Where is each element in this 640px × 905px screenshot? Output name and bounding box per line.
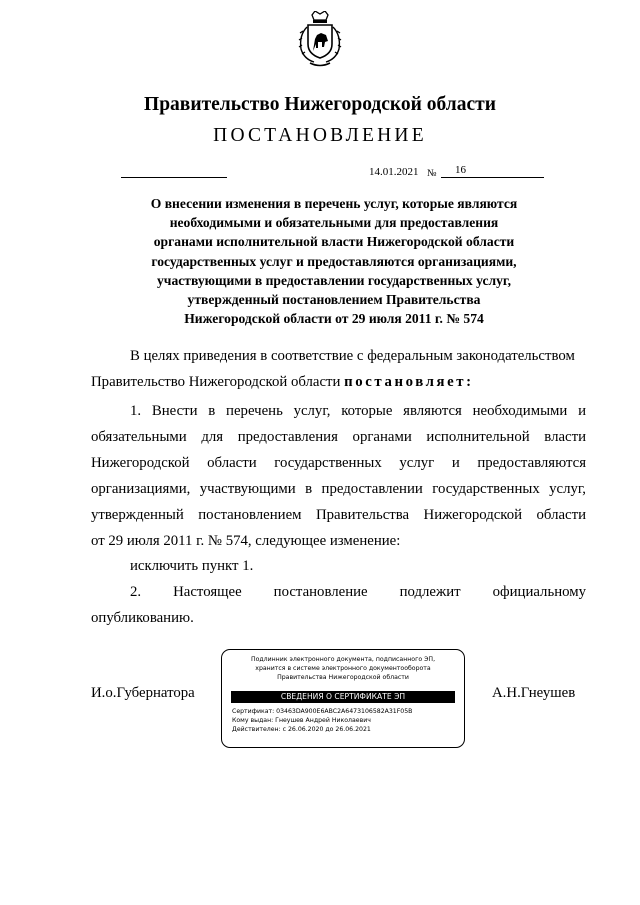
item1-change: исключить пункт 1. xyxy=(130,558,254,574)
certificate-id: Сертификат: 03463DA900E6ABC2A6473106582A31F05B xyxy=(232,708,413,715)
certificate-info-bar: СВЕДЕНИЯ О СЕРТИФИКАТЕ ЭП xyxy=(231,691,455,703)
title-line: Нижегородской области от 29 июля 2011 г. № 574 xyxy=(184,311,484,327)
item2-line: опубликованию. xyxy=(91,610,194,626)
stamp-header-line: хранится в системе электронного документооборота xyxy=(255,665,431,672)
stamp-header xyxy=(222,655,464,682)
number-sign: № xyxy=(427,168,437,179)
stamp-header-line: Подлинник электронного документа, подписанного ЭП, xyxy=(250,656,436,663)
organization-name: Правительство Нижегородской области xyxy=(144,94,496,115)
stamp-header-line: Правительства Нижегородской области xyxy=(277,674,409,681)
document-date: 14.01.2021 xyxy=(369,166,419,178)
title-line: органами исполнительной власти Нижегородской области xyxy=(153,234,515,250)
item1-line: 1. Внести в перечень услуг, которые являются необходимыми и xyxy=(130,403,586,419)
item1-line: утвержденный постановлением Правительства Нижегородской области xyxy=(91,507,586,523)
title-line: О внесении изменения в перечень услуг, которые являются xyxy=(150,196,518,211)
number-underline xyxy=(441,177,544,178)
document-type: ПОСТАНОВЛЕНИЕ xyxy=(213,125,427,146)
intro-line-decree xyxy=(91,374,586,391)
item1-line: обязательными для предоставления органами исполнительной власти xyxy=(91,429,586,445)
decree-word: постановляет: xyxy=(344,374,474,390)
intro-line: В целях приведения в соответствие с федеральным законодательством xyxy=(130,348,575,364)
document-number: 16 xyxy=(455,164,466,176)
coat-of-arms-emblem xyxy=(295,11,345,69)
electronic-signature-stamp xyxy=(221,649,465,748)
intro-text: Правительство Нижегородской области xyxy=(91,374,341,390)
signatory-position: И.о.Губернатора xyxy=(91,685,195,701)
title-line: необходимыми и обязательными для предоставления xyxy=(169,215,499,231)
item1-line: Нижегородской области государственных услуг и предоставляются xyxy=(91,455,586,471)
item2-line: 2. Настоящее постановление подлежит официальному xyxy=(130,584,586,600)
title-line: участвующими в предоставлении государственных услуг, xyxy=(157,272,511,288)
signatory-name: А.Н.Гнеушев xyxy=(492,685,576,701)
item1-line: от 29 июля 2011 г. № 574, следующее изменение: xyxy=(91,533,401,549)
blank-line xyxy=(121,177,227,178)
certificate-validity: Действителен: с 26.06.2020 до 26.06.2021 xyxy=(232,725,371,733)
item1-line: организациями, участвующими в предоставлении государственных услуг, xyxy=(91,481,586,497)
certificate-details xyxy=(232,708,412,734)
title-line: утвержденный постановлением Правительства xyxy=(187,292,481,308)
title-line: государственных услуг и предоставляются организациями, xyxy=(151,253,517,269)
document-title xyxy=(110,194,558,328)
certificate-owner: Кому выдан: Гнеушев Андрей Николаевич xyxy=(232,716,371,724)
